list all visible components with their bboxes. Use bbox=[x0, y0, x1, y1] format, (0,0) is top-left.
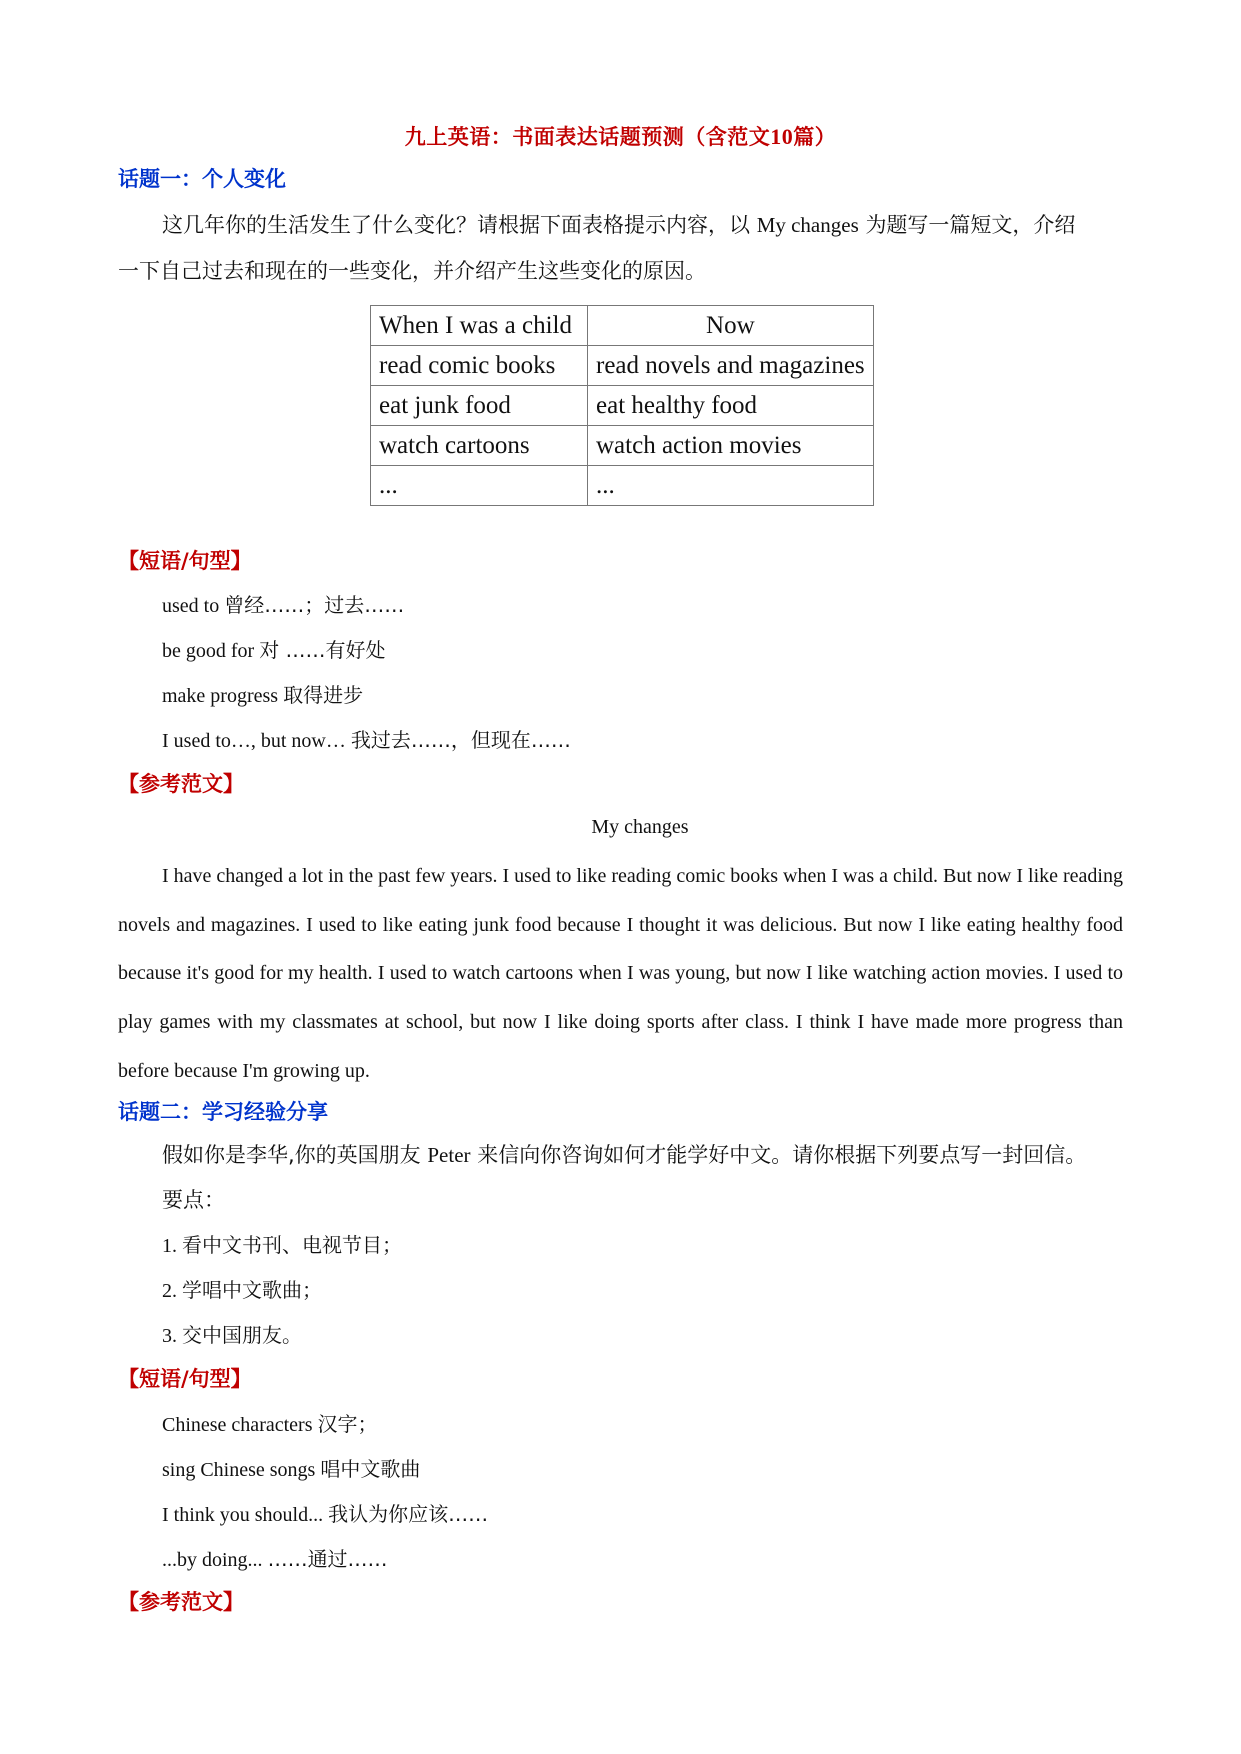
title-end: 篇） bbox=[793, 125, 837, 149]
point-item bbox=[162, 1274, 322, 1303]
phrase-cn: 唱中文歌曲 bbox=[320, 1457, 421, 1481]
changes-table bbox=[370, 305, 874, 506]
essay-title: My changes bbox=[591, 816, 689, 838]
topic1-prompt-b: 为题写一篇短文，介绍 bbox=[865, 213, 1076, 237]
topic2-prompt-b: 来信向你咨询如何才能学好中文。请你根据下列要点写一封回信。 bbox=[477, 1143, 1087, 1167]
table-header-cell: When I was a child bbox=[371, 306, 588, 346]
phrase-line bbox=[162, 589, 404, 618]
phrase-cn: 汉字； bbox=[317, 1412, 378, 1436]
essay-body: I have changed a lot in the past few years. I used to like reading comic books when I was a child. But now I like reading novels and magazines. I used to like eating junk food because I thought it was delicious. But now I like eating healthy food because it's good for my health. I used to watch cartoons when I was young, but now I like watching action movies. I used to play games with my classmates at school, but now I like doing sports after class. I think I have made more progress than before because I'm growing up. bbox=[118, 865, 1123, 1082]
table-cell: eat healthy food bbox=[588, 386, 874, 426]
table-cell: read comic books bbox=[371, 346, 588, 386]
point-item bbox=[162, 1319, 302, 1348]
phrase-cn: ……通过…… bbox=[267, 1547, 388, 1571]
document-title bbox=[0, 121, 1241, 151]
table-cell: ... bbox=[588, 466, 874, 506]
phrase-en: I used to…, but now… bbox=[162, 730, 346, 752]
phrase-cn: 曾经……；过去…… bbox=[224, 593, 405, 617]
topic2-prompt-en: Peter bbox=[427, 1143, 471, 1167]
phrase-en: I think you should... bbox=[162, 1504, 324, 1526]
topic1-sample-heading: 【参考范文】 bbox=[118, 772, 244, 796]
table-cell: read novels and magazines bbox=[588, 346, 874, 386]
point-number: 1. bbox=[162, 1235, 177, 1257]
topic1-prompt-line2: 一下自己过去和现在的一些变化，并介绍产生这些变化的原因。 bbox=[118, 259, 706, 283]
table-cell: watch cartoons bbox=[371, 426, 588, 466]
table-row bbox=[371, 426, 874, 466]
point-text: 交中国朋友。 bbox=[182, 1323, 302, 1347]
phrase-en: make progress bbox=[162, 685, 279, 707]
title-number: 10 bbox=[770, 124, 794, 149]
table-header-cell: Now bbox=[588, 306, 874, 346]
phrase-line bbox=[162, 1453, 420, 1482]
table-row bbox=[371, 466, 874, 506]
point-text: 看中文书刊、电视节目； bbox=[182, 1233, 402, 1257]
phrase-cn: 取得进步 bbox=[283, 683, 364, 707]
phrase-cn: 我过去……，但现在…… bbox=[350, 728, 571, 752]
title-text: 九上英语：书面表达话题预测（含范文 bbox=[404, 125, 771, 149]
table-header-row bbox=[371, 306, 874, 346]
topic2-points-label: 要点： bbox=[162, 1188, 225, 1212]
table-cell: watch action movies bbox=[588, 426, 874, 466]
topic2-phrases-heading: 【短语/句型】 bbox=[118, 1367, 252, 1391]
topic2-sample-heading: 【参考范文】 bbox=[118, 1590, 244, 1614]
point-item bbox=[162, 1229, 402, 1258]
topic2-heading: 话题二：学习经验分享 bbox=[118, 1100, 328, 1124]
table-row bbox=[371, 386, 874, 426]
topic1-prompt-en: My changes bbox=[756, 213, 859, 237]
phrase-line bbox=[162, 1498, 488, 1527]
phrase-en: sing Chinese songs bbox=[162, 1459, 316, 1481]
point-number: 2. bbox=[162, 1280, 177, 1302]
table-row bbox=[371, 346, 874, 386]
phrase-en: Chinese characters bbox=[162, 1414, 313, 1436]
phrase-en: be good for bbox=[162, 640, 255, 662]
phrase-cn: 对 ……有好处 bbox=[259, 638, 386, 662]
table-cell: eat junk food bbox=[371, 386, 588, 426]
table-cell: ... bbox=[371, 466, 588, 506]
topic1-heading: 话题一：个人变化 bbox=[118, 167, 286, 191]
topic1-prompt-line1 bbox=[162, 201, 1075, 249]
phrase-line bbox=[162, 679, 363, 708]
topic2-prompt-a: 假如你是李华,你的英国朋友 bbox=[162, 1143, 421, 1167]
phrase-line bbox=[162, 724, 571, 753]
point-text: 学唱中文歌曲； bbox=[182, 1278, 322, 1302]
phrase-en: used to bbox=[162, 595, 220, 617]
phrase-line bbox=[162, 1543, 388, 1572]
phrase-line bbox=[162, 634, 386, 663]
phrase-cn: 我认为你应该…… bbox=[328, 1502, 489, 1526]
topic1-phrases-heading: 【短语/句型】 bbox=[118, 549, 252, 573]
phrase-en: ...by doing... bbox=[162, 1549, 263, 1571]
point-number: 3. bbox=[162, 1325, 177, 1347]
phrase-line bbox=[162, 1408, 377, 1437]
topic1-prompt-a: 这几年你的生活发生了什么变化？请根据下面表格提示内容，以 bbox=[162, 213, 750, 237]
topic2-prompt bbox=[162, 1131, 1086, 1179]
